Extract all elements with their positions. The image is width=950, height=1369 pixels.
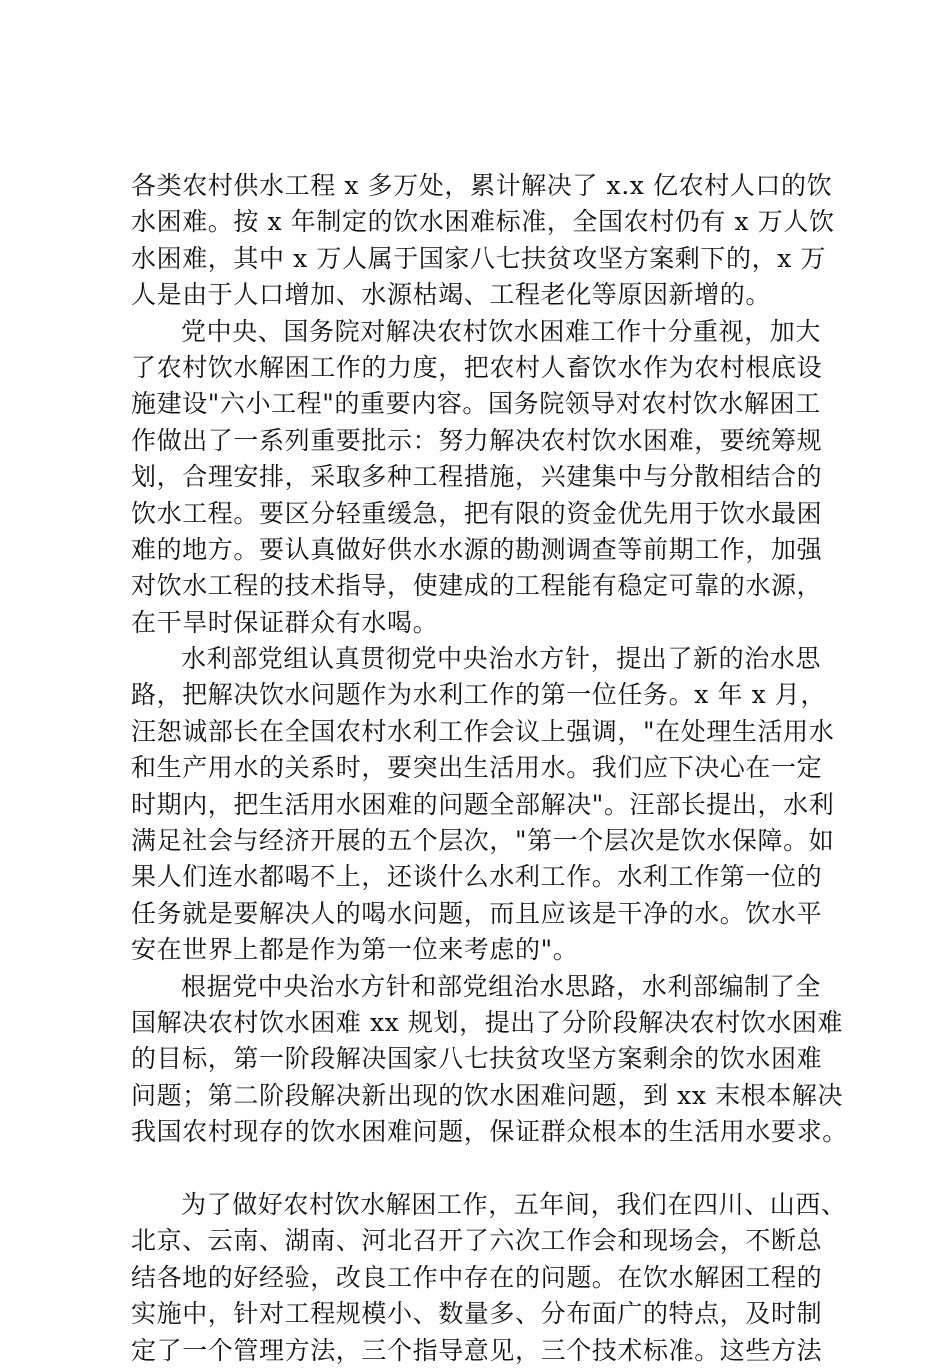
- text-line: 北京、云南、湖南、河北召开了六次工作会和现场会，不断总: [131, 1226, 823, 1256]
- text-line: 任务就是要解决人的喝水问题，而且应该是干净的水。饮水平: [131, 898, 823, 928]
- document-body: [131, 168, 848, 1369]
- text-line: 果人们连水都喝不上，还谈什么水利工作。水利工作第一位的: [131, 862, 823, 892]
- text-line: 定了一个管理方法，三个指导意见，三个技术标准。这些方法: [131, 1335, 823, 1365]
- text-line: 饮水工程。要区分轻重缓急，把有限的资金优先用于饮水最困: [131, 498, 823, 528]
- text-line: 水利部党组认真贯彻党中央治水方针，提出了新的治水思: [181, 644, 822, 674]
- text-line: 问题；第二阶段解决新出现的饮水困难问题，到 xx 末根本解决: [131, 1080, 844, 1110]
- text-line: 满足社会与经济开展的五个层次，"第一个层次是饮水保障。如: [131, 826, 835, 856]
- text-line: 为了做好农村饮水解困工作，五年间，我们在四川、山西、: [181, 1189, 847, 1219]
- text-line: 水困难。按 x 年制定的饮水困难标准，全国农村仍有 x 万人饮: [131, 207, 835, 237]
- text-line: 作做出了一系列重要批示：努力解决农村饮水困难，要统筹规: [131, 425, 823, 455]
- text-line: 我国农村现存的饮水困难问题，保证群众根本的生活用水要求。: [131, 1117, 848, 1147]
- text-line: 施建设"六小工程"的重要内容。国务院领导对农村饮水解困工: [131, 389, 821, 419]
- text-line: 难的地方。要认真做好供水水源的勘测调查等前期工作，加强: [131, 534, 823, 564]
- text-line: 了农村饮水解困工作的力度，把农村人畜饮水作为农村根底设: [131, 352, 823, 382]
- text-line: 安在世界上都是作为第一位来考虑的"。: [131, 935, 579, 965]
- text-line: 对饮水工程的技术指导，使建成的工程能有稳定可靠的水源，: [131, 571, 823, 601]
- text-line: 汪恕诚部长在全国农村水利工作会议上强调，"在处理生活用水: [131, 716, 835, 746]
- text-line: 水困难，其中 x 万人属于国家八七扶贫攻坚方案剩下的，x 万: [131, 243, 827, 273]
- text-line: 党中央、国务院对解决农村饮水困难工作十分重视，加大: [181, 316, 822, 346]
- text-line: 根据党中央治水方针和部党组治水思路，水利部编制了全: [181, 971, 822, 1001]
- text-line: 人是由于人口增加、水源枯竭、工程老化等原因新增的。: [131, 280, 772, 310]
- blank-line: [131, 1151, 841, 1187]
- text-line: 国解决农村饮水困难 xx 规划，提出了分阶段解决农村饮水困难: [131, 1007, 844, 1037]
- text-line: 时期内，把生活用水困难的问题全部解决"。汪部长提出，水利: [131, 789, 835, 819]
- text-line: 结各地的好经验，改良工作中存在的问题。在饮水解困工程的: [131, 1262, 823, 1292]
- text-line: 和生产用水的关系时，要突出生活用水。我们应下决心在一定: [131, 753, 823, 783]
- text-line: 划，合理安排，采取多种工程措施，兴建集中与分散相结合的: [131, 462, 823, 492]
- text-line: 各类农村供水工程 x 多万处，累计解决了 x.x 亿农村人口的饮: [131, 171, 833, 200]
- text-line: 的目标，第一阶段解决国家八七扶贫攻坚方案剩余的饮水困难: [131, 1044, 823, 1074]
- text-line: 在干旱时保证群众有水喝。: [131, 607, 439, 637]
- text-line: 路，把解决饮水问题作为水利工作的第一位任务。x 年 x 月，: [131, 680, 827, 710]
- text-line: 实施中，针对工程规模小、数量多、分布面广的特点，及时制: [131, 1299, 823, 1329]
